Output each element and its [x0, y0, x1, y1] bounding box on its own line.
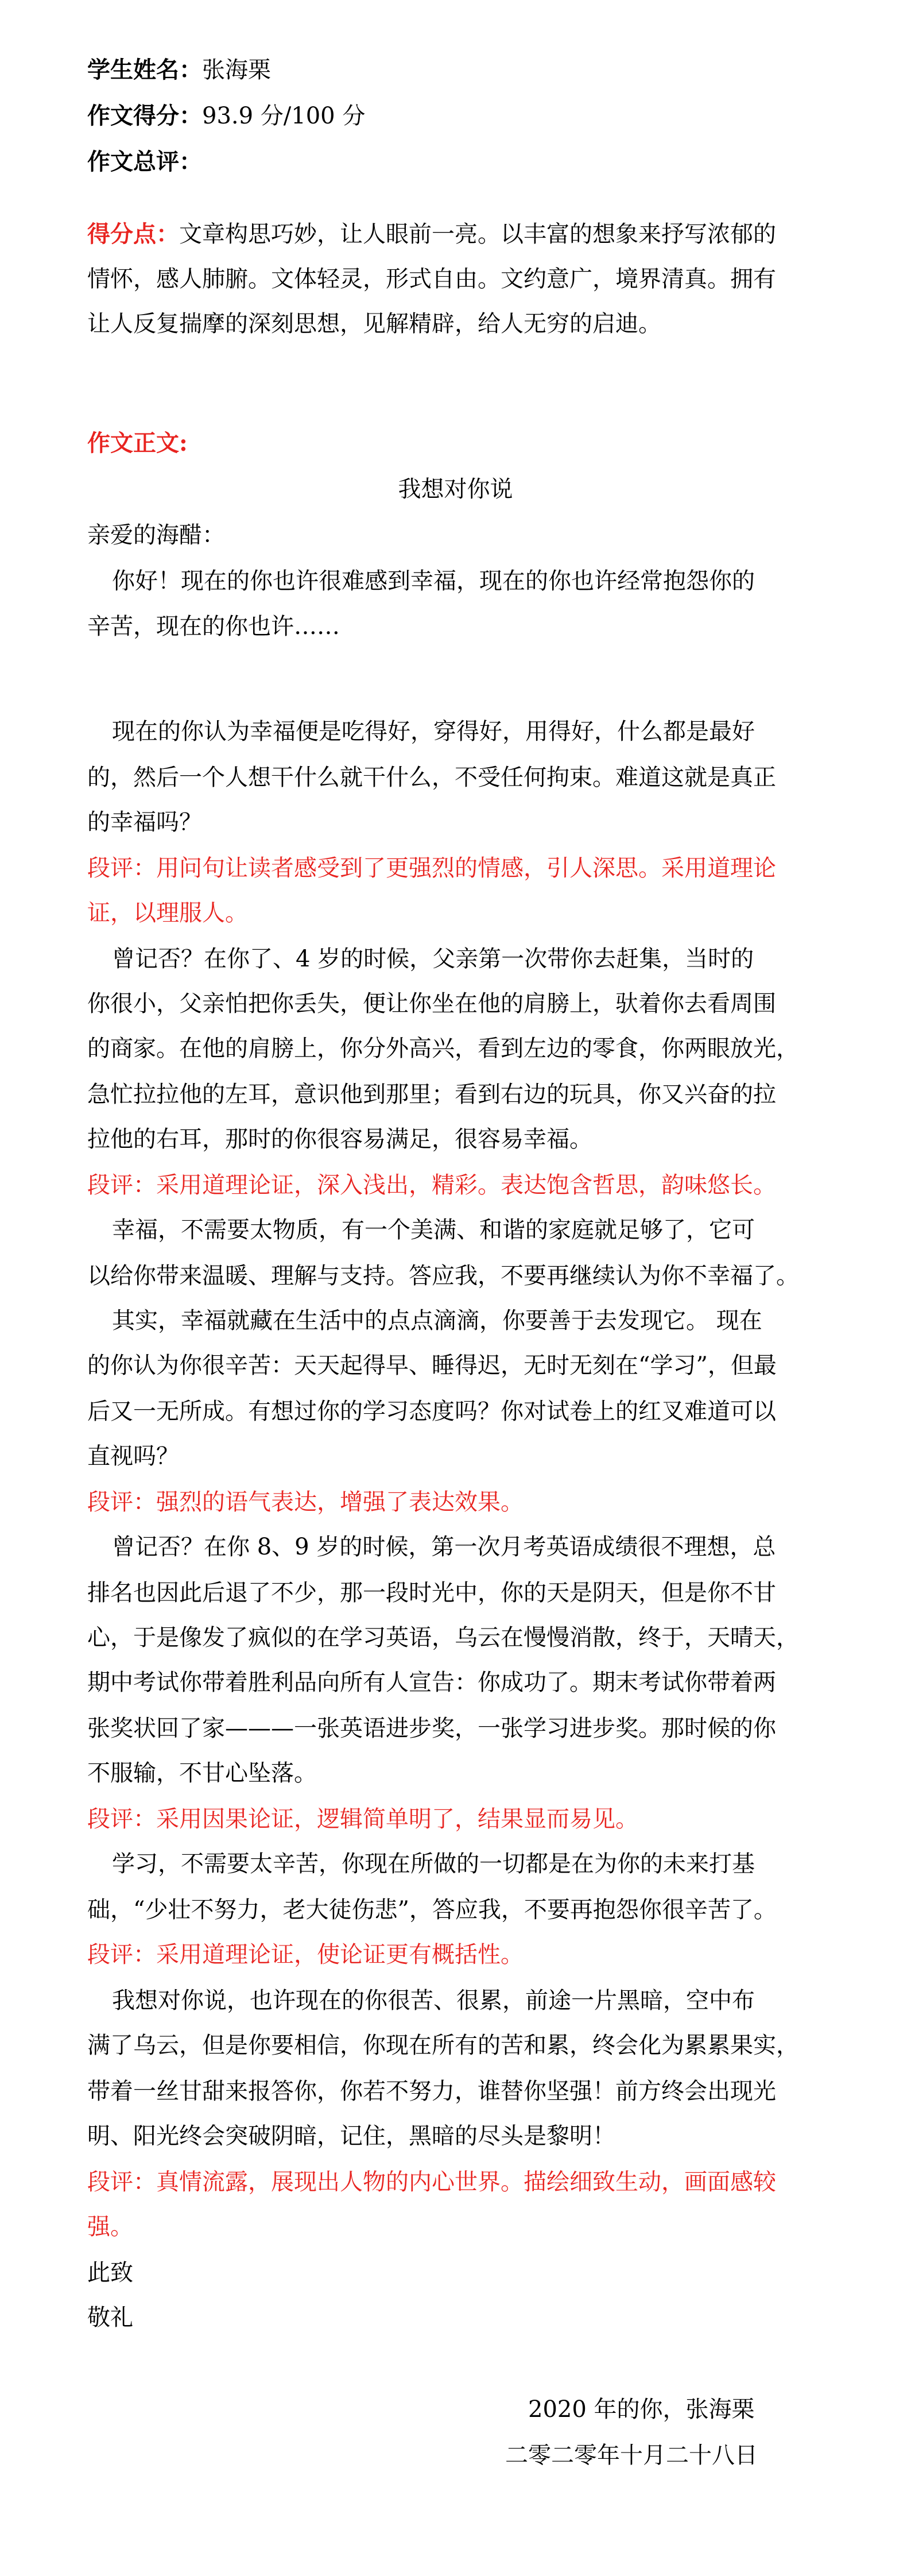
student-name-label: 学生姓名：: [87, 56, 202, 83]
p1-line-1: 你好！现在的你也许很难感到幸福，现在的你也许经常抱怨你的: [112, 568, 755, 594]
scoring-label: 得分点：: [87, 221, 179, 247]
student-name-value: 张海栗: [202, 57, 271, 83]
student-name-line: [87, 55, 271, 85]
p8-line-1: 我想对你说，也许现在的你很苦、很累，前途一片黑暗，空中布: [112, 1987, 755, 2014]
p7-line-1: 学习，不需要太辛苦，你现在所做的一切都是在为你的未来打基: [112, 1851, 755, 1877]
p5-line-1: 其实，幸福就藏在生活中的点点滴滴，你要善于去发现它。 现在: [112, 1308, 762, 1334]
p6-line-4: 期中考试你带着胜利品向所有人宣告：你成功了。期末考试你带着两: [87, 1669, 776, 1696]
closing-cizhi: 此致: [87, 2260, 133, 2286]
p3-line-3: 的商家。在他的肩膀上，你分外高兴，看到左边的零食，你两眼放光，: [87, 1035, 799, 1062]
score-label: 作文得分：: [87, 102, 202, 129]
closing-jingli: 敬礼: [87, 2304, 133, 2331]
comment-3: 段评：强烈的语气表达，增强了表达效果。: [87, 1489, 524, 1515]
p8-line-3: 带着一丝甘甜来报答你，你若不努力，谁替你坚强！前方终会出现光: [87, 2078, 776, 2105]
comment-5: 段评：采用道理论证，使论证更有概括性。: [87, 1941, 524, 1968]
scoring-line-3: 让人反复揣摩的深刻思想，见解精辟，给人无穷的启迪。: [87, 311, 661, 337]
p6-line-3: 心，于是像发了疯似的在学习英语，乌云在慢慢消散，终于，天晴天，: [87, 1624, 799, 1651]
p6-line-6: 不服输，不甘心坠落。: [87, 1760, 317, 1786]
p2-line-3: 的幸福吗？: [87, 809, 202, 836]
overall-comment-label: 作文总评：: [87, 148, 202, 175]
p3-line-5: 拉他的右耳，那时的你很容易满足，很容易幸福。: [87, 1126, 592, 1152]
p4-line-2: 以给你带来温暖、理解与支持。答应我，不要再继续认为你不幸福了。: [87, 1263, 799, 1289]
p6-line-5: 张奖状回了家———一张英语进步奖，一张学习进步奖。那时候的你: [87, 1715, 776, 1742]
p6-line-1: 曾记否？在你 8、9 岁的时候，第一次月考英语成绩很不理想，总: [112, 1534, 776, 1560]
comment-2: 段评：采用道理论证，深入浅出，精彩。表达饱含哲思，韵味悠长。: [87, 1172, 776, 1198]
scoring-line-2: 情怀，感人肺腑。文体轻灵，形式自由。文约意广，境界清真。拥有: [87, 266, 776, 292]
score-line: [87, 101, 365, 131]
p5-line-2: 的你认为你很辛苦：天天起得早、睡得迟，无时无刻在“学习”，但最: [87, 1352, 777, 1379]
p7-line-2: 础，“少壮不努力，老大徒伤悲”，答应我，不要再抱怨你很辛苦了。: [87, 1897, 777, 1923]
signature: 2020 年的你，张海栗: [528, 2396, 755, 2423]
p1-line-2: 辛苦，现在的你也许……: [87, 613, 340, 640]
p4-line-1: 幸福，不需要太物质，有一个美满、和谐的家庭就足够了，它可: [112, 1217, 755, 1243]
essay-title: 我想对你说: [398, 476, 513, 502]
comment-6-line-2: 强。: [87, 2214, 133, 2240]
essay-label: 作文正文:: [87, 430, 188, 457]
letter-date: 二零二零年十月二十八日: [505, 2442, 758, 2469]
p5-line-3: 后又一无所成。有想过你的学习态度吗？你对试卷上的红叉难道可以: [87, 1398, 776, 1425]
comment-1-line-1: 段评：用问句让读者感受到了更强烈的情感，引人深思。采用道理论: [87, 855, 776, 881]
p6-line-2: 排名也因此后退了不少，那一段时光中，你的天是阴天，但是你不甘: [87, 1580, 776, 1606]
p3-line-1: 曾记否？在你了、4 岁的时候，父亲第一次带你去赶集，当时的: [112, 946, 754, 972]
p8-line-4: 明、阳光终会突破阴暗，记住，黑暗的尽头是黎明！: [87, 2123, 615, 2149]
p8-line-2: 满了乌云，但是你要相信，你现在所有的苦和累，终会化为累累果实，: [87, 2032, 799, 2059]
p3-line-4: 急忙拉拉他的左耳，意识他到那里；看到右边的玩具，你又兴奋的拉: [87, 1081, 776, 1108]
comment-4: 段评：采用因果论证，逻辑简单明了，结果显而易见。: [87, 1806, 638, 1832]
comment-1-line-2: 证，以理服人。: [87, 900, 248, 926]
scoring-line-1: [87, 219, 776, 249]
p5-line-4: 直视吗？: [87, 1443, 179, 1469]
comment-6-line-1: 段评：真情流露，展现出人物的内心世界。描绘细致生动，画面感较: [87, 2169, 776, 2195]
p2-line-2: 的，然后一个人想干什么就干什么，不受任何拘束。难道这就是真正: [87, 764, 776, 791]
essay-salutation: 亲爱的海醋：: [87, 522, 225, 548]
score-value: 93.9 分/100 分: [202, 103, 366, 129]
p2-line-1: 现在的你认为幸福便是吃得好，穿得好，用得好，什么都是最好: [112, 718, 755, 745]
scoring-text-1: 文章构思巧妙，让人眼前一亮。以丰富的想象来抒写浓郁的: [179, 221, 776, 247]
p3-line-2: 你很小，父亲怕把你丢失，便让你坐在他的肩膀上，驮着你去看周围: [87, 991, 776, 1017]
